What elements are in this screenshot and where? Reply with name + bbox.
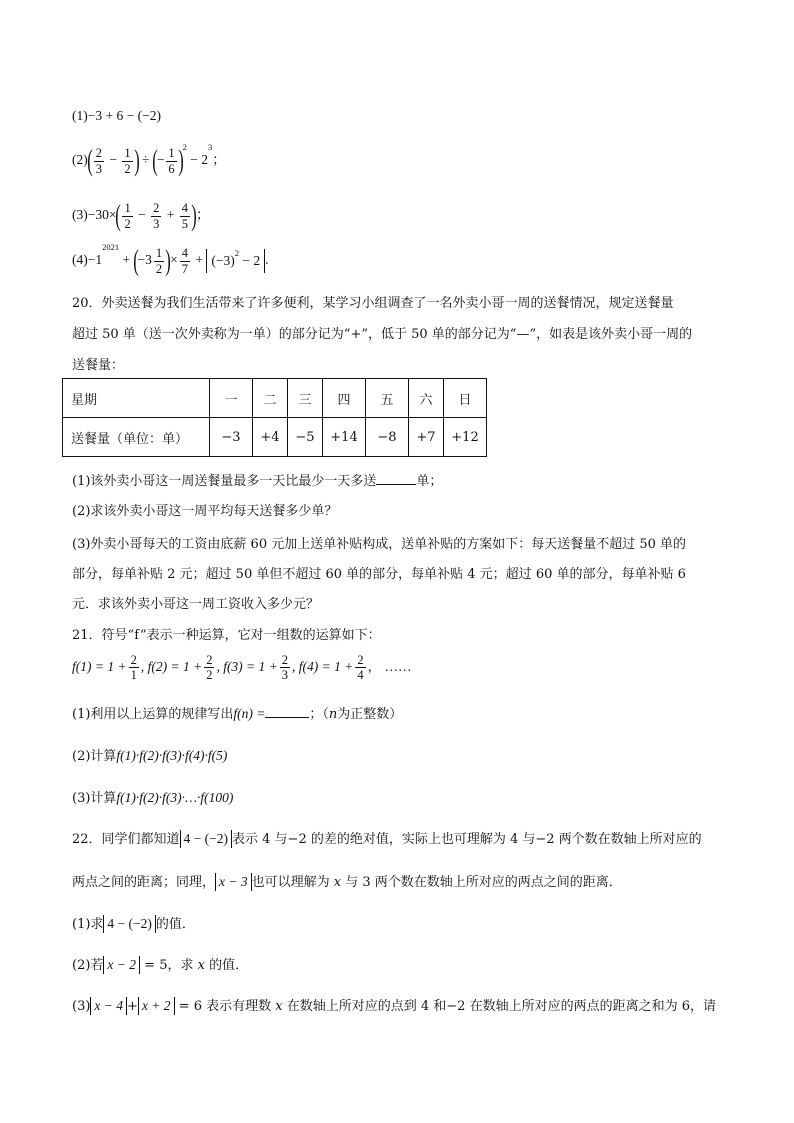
- table-cell: 四: [323, 379, 366, 418]
- fraction: $\frac{2}{3}$: [281, 653, 289, 683]
- absolute-value: x − 3: [215, 873, 252, 891]
- q19-part1: [72, 108, 161, 124]
- q21-sub3: (3)计算f(1)·f(2)·f(3)·…·f(100): [72, 790, 234, 806]
- q19-part2: (2)( $\frac{2}{3}$ − $\frac{1}{2}$ ) ÷ (− $\frac{1}{6}$ )$^2 - 2^3$；: [72, 142, 226, 177]
- q22-stem-line2: 两点之间的距离；同理， x − 3 也可以理解为 x 与 3 两个数在数轴上所对应的两点之间的距离．: [72, 874, 622, 890]
- fraction: $\frac{1}{2}$: [124, 146, 131, 176]
- part-label: (2): [72, 152, 88, 168]
- fraction: $\frac{1}{2}$: [155, 246, 163, 276]
- q21-sub2: (2)计算f(1)·f(2)·f(3)·f(4)·f(5): [72, 748, 228, 764]
- q21-definitions: f(1) = 1 + $\frac{2}{1}$ , f(2) = 1 + $\frac{2}{2}$ , f(3) = 1 + $\frac{2}{3}$ , f(4) = 1 + $\frac{2}{4}$ ， ……: [72, 653, 412, 683]
- absolute-value: 4 − (−2): [103, 915, 155, 933]
- fraction: $\frac{4}{5}$: [181, 201, 188, 231]
- fraction: $\frac{1}{6}$: [168, 146, 175, 176]
- absolute-value: 4 − (−2): [180, 830, 232, 848]
- table-row: [63, 418, 487, 457]
- fraction: $\frac{1}{2}$: [124, 201, 131, 231]
- part-label: (1): [72, 108, 88, 123]
- table-cell: 六: [409, 379, 444, 418]
- fraction: $\frac{2}{1}$: [130, 653, 137, 683]
- fraction: $\frac{2}{4}$: [357, 653, 364, 683]
- table-cell: 二: [253, 379, 288, 418]
- table-cell: +14: [323, 418, 366, 457]
- q21-sub1: (1)利用以上运算的规律写出f(n) = ；（n为正整数）: [72, 706, 403, 722]
- answer-blank[interactable]: [265, 705, 309, 718]
- q22-stem-line1: 22．同学们都知道 4 − (−2) 表示 4 与−2 的差的绝对值，实际上也可理解为 4 与−2 两个数在数轴上所对应的: [72, 831, 702, 847]
- table-cell: 日: [444, 379, 487, 418]
- table-cell: 三: [288, 379, 323, 418]
- table-cell: 星期: [63, 379, 210, 418]
- expression: −3 + 6 − (−2): [87, 108, 161, 123]
- part-label: (4): [72, 252, 88, 268]
- table-cell: 一: [210, 379, 253, 418]
- q20-sub3-line3: 元．求该外卖小哥这一周工资收入多少元？: [72, 597, 320, 612]
- table-cell: +7: [409, 418, 444, 457]
- table-cell: +12: [444, 418, 487, 457]
- part-label: (3): [72, 207, 88, 223]
- fraction: $\frac{2}{2}$: [206, 653, 213, 683]
- q20-sub2: (2)求该外卖小哥这一周平均每天送餐多少单？: [72, 504, 338, 519]
- table-header-row: [63, 379, 487, 418]
- table-cell: +4: [253, 418, 288, 457]
- q20-stem-line3: 送餐量：: [72, 358, 125, 373]
- q20-stem-line2: 超过 50 单（送一次外卖称为一单）的部分记为“+”，低于 50 单的部分记为“—”，如表是该外卖小哥一周的: [72, 327, 693, 342]
- fraction: $\frac{2}{3}$: [153, 201, 160, 231]
- table-cell: −3: [210, 418, 253, 457]
- q20-stem-line1: 20．外卖送餐为我们生活带来了许多便利，某学习小组调查了一名外卖小哥一周的送餐情况，规定送餐量: [72, 296, 674, 311]
- q19-part4: $(4)-1^{2021} + (-3$ $\frac{1}{2}$ )× $\frac{4}{7}$ + $(-3)^2 - 2$ .: [72, 242, 269, 277]
- absolute-value: x − 2: [103, 956, 140, 974]
- table-cell: −8: [366, 418, 409, 457]
- answer-blank[interactable]: [376, 472, 416, 485]
- table-cell: −5: [288, 418, 323, 457]
- q22-sub3: (3) x − 4 + x + 2 = 6 表示有理数 x 在数轴上所对应的点到 4 和−2 在数轴上所对应的两点的距离之和为 6，请: [72, 998, 716, 1014]
- q19-part3: (3)−30×( $\frac{1}{2}$ − $\frac{2}{3}$ + $\frac{4}{5}$ )；: [72, 199, 210, 232]
- fraction: $\frac{4}{7}$: [181, 246, 188, 276]
- absolute-value: $(-3)^2 - 2$: [206, 249, 265, 273]
- q20-sub1: (1)该外卖小哥这一周送餐量最多一天比最少一天多送 单；: [72, 474, 443, 489]
- table-cell: 五: [366, 379, 409, 418]
- fraction: $\frac{2}{3}$: [95, 146, 102, 176]
- delivery-table: [62, 378, 487, 457]
- q20-sub3-line1: (3)外卖小哥每天的工资由底薪 60 元加上送单补贴构成，送单补贴的方案如下：每天送餐量不超过 50 单的: [72, 537, 687, 552]
- absolute-value: x + 2: [138, 997, 175, 1015]
- q21-intro: 21．符号“f”表示一种运算，它对一组数的运算如下：: [72, 628, 381, 643]
- absolute-value: x − 4: [90, 997, 127, 1015]
- table-cell: 送餐量（单位：单）: [63, 418, 210, 457]
- q20-sub3-line2: 部分，每单补贴 2 元；超过 50 单但不超过 60 单的部分，每单补贴 4 元；超过 60 单的部分，每单补贴 6: [72, 567, 686, 582]
- q22-sub2: (2)若 x − 2 = 5，求 x 的值．: [72, 957, 249, 973]
- q22-sub1: (1)求 4 − (−2) 的值．: [72, 916, 195, 932]
